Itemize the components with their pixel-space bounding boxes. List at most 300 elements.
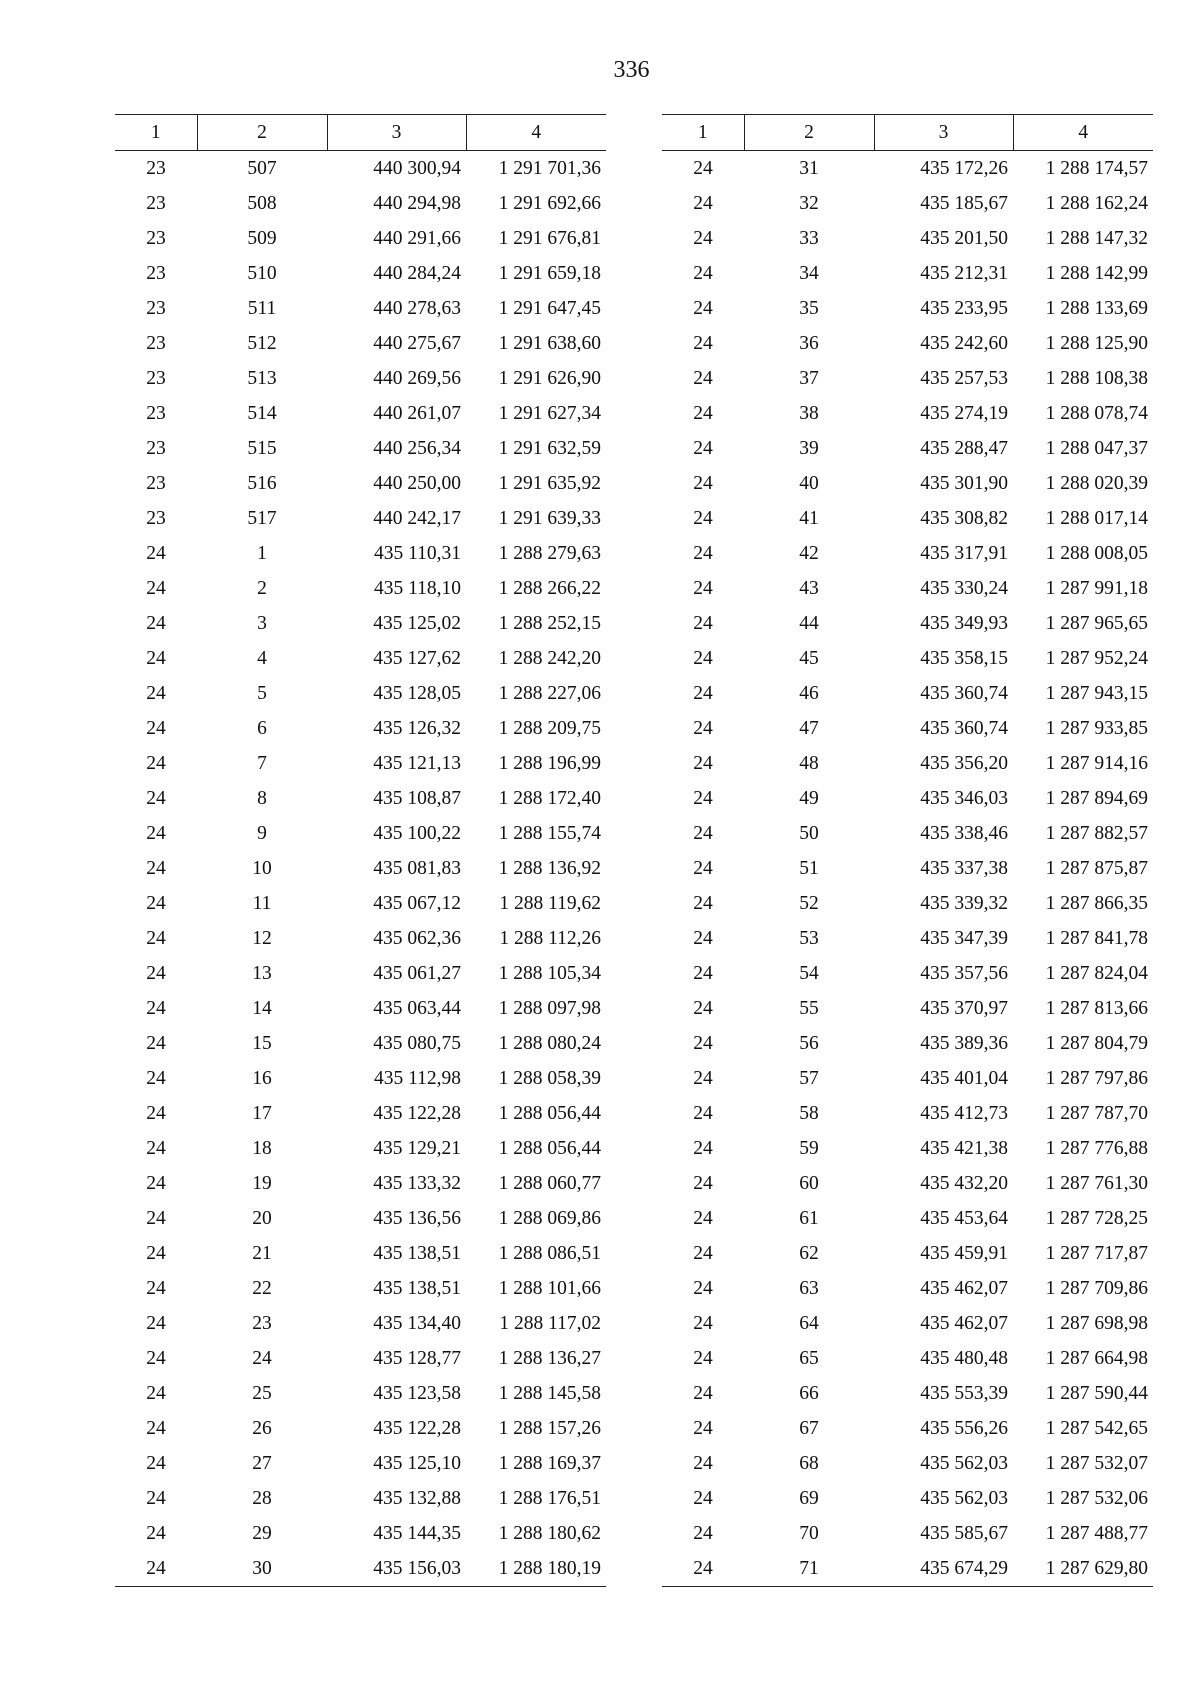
x-coordinate-cell: 440 300,94 (373, 158, 461, 179)
table-row (115, 1236, 606, 1271)
table-row (662, 466, 1153, 501)
plot-number-cell: 24 (146, 1418, 166, 1439)
table-row (115, 956, 606, 991)
plot-number-cell: 23 (146, 473, 166, 494)
plot-number-cell: 24 (146, 683, 166, 704)
table-row (115, 1446, 606, 1481)
y-coordinate-cell: 1 288 060,77 (498, 1173, 601, 1194)
table-header-row (662, 115, 1153, 151)
plot-number-cell: 23 (146, 508, 166, 529)
y-coordinate-cell: 1 288 155,74 (498, 823, 601, 844)
x-coordinate-cell: 440 284,24 (373, 263, 461, 284)
x-coordinate-cell: 435 081,83 (373, 858, 461, 879)
point-number-cell: 67 (799, 1418, 819, 1439)
table-row (115, 431, 606, 466)
x-coordinate-cell: 435 360,74 (920, 718, 1008, 739)
table-row (115, 991, 606, 1026)
point-number-cell: 34 (799, 263, 819, 284)
y-coordinate-cell: 1 291 626,90 (498, 368, 601, 389)
plot-number-cell: 24 (146, 928, 166, 949)
point-number-cell: 47 (799, 718, 819, 739)
plot-number-cell: 24 (146, 1068, 166, 1089)
plot-number-cell: 24 (146, 718, 166, 739)
table-header-row (115, 115, 606, 151)
x-coordinate-cell: 435 125,02 (373, 613, 461, 634)
table-row (662, 606, 1153, 641)
x-coordinate-cell: 435 108,87 (373, 788, 461, 809)
point-number-cell: 58 (799, 1103, 819, 1124)
point-number-cell: 511 (247, 298, 277, 319)
y-coordinate-cell: 1 288 056,44 (498, 1138, 601, 1159)
point-number-cell: 50 (799, 823, 819, 844)
plot-number-cell: 24 (146, 823, 166, 844)
point-number-cell: 33 (799, 228, 819, 249)
plot-number-cell: 24 (693, 1138, 713, 1159)
column-header: 1 (662, 115, 744, 151)
point-number-cell: 37 (799, 368, 819, 389)
plot-number-cell: 24 (693, 1488, 713, 1509)
point-number-cell: 508 (247, 193, 277, 214)
point-number-cell: 28 (252, 1488, 272, 1509)
y-coordinate-cell: 1 288 119,62 (499, 893, 601, 914)
point-number-cell: 38 (799, 403, 819, 424)
plot-number-cell: 24 (115, 1551, 197, 1587)
x-coordinate-cell: 435 063,44 (373, 998, 461, 1019)
x-coordinate-cell: 435 412,73 (920, 1103, 1008, 1124)
y-coordinate-cell: 1 288 172,40 (498, 788, 601, 809)
coordinates-table-left (115, 114, 606, 1587)
plot-number-cell: 24 (693, 1103, 713, 1124)
x-coordinate-cell: 435 453,64 (920, 1208, 1008, 1229)
table-row (115, 186, 606, 221)
y-coordinate-cell: 1 288 157,26 (498, 1418, 601, 1439)
plot-number-cell: 24 (146, 788, 166, 809)
x-coordinate-cell: 435 185,67 (920, 193, 1008, 214)
x-coordinate-cell: 435 674,29 (874, 1551, 1013, 1587)
point-number-cell: 49 (799, 788, 819, 809)
table-row (115, 781, 606, 816)
point-number-cell: 7 (257, 753, 267, 774)
plot-number-cell: 24 (693, 158, 713, 179)
x-coordinate-cell: 440 291,66 (373, 228, 461, 249)
x-coordinate-cell: 435 432,20 (920, 1173, 1008, 1194)
table-row (115, 676, 606, 711)
table-row (115, 1201, 606, 1236)
y-coordinate-cell: 1 287 776,88 (1045, 1138, 1148, 1159)
y-coordinate-cell: 1 291 627,34 (498, 403, 601, 424)
x-coordinate-cell: 435 357,56 (920, 963, 1008, 984)
y-coordinate-cell: 1 291 692,66 (498, 193, 601, 214)
y-coordinate-cell: 1 288 242,20 (498, 648, 601, 669)
plot-number-cell: 24 (146, 578, 166, 599)
plot-number-cell: 24 (693, 1173, 713, 1194)
table-row (115, 536, 606, 571)
point-number-cell: 54 (799, 963, 819, 984)
plot-number-cell: 24 (146, 543, 166, 564)
x-coordinate-cell: 440 242,17 (373, 508, 461, 529)
x-coordinate-cell: 435 330,24 (920, 578, 1008, 599)
plot-number-cell: 24 (662, 1551, 744, 1587)
table-row (115, 221, 606, 256)
plot-number-cell: 24 (693, 1033, 713, 1054)
x-coordinate-cell: 435 462,07 (920, 1313, 1008, 1334)
plot-number-cell: 24 (693, 438, 713, 459)
y-coordinate-cell: 1 287 761,30 (1045, 1173, 1148, 1194)
table-row (115, 571, 606, 606)
plot-number-cell: 23 (146, 158, 166, 179)
point-number-cell: 5 (257, 683, 267, 704)
point-number-cell: 26 (252, 1418, 272, 1439)
point-number-cell: 68 (799, 1453, 819, 1474)
plot-number-cell: 24 (693, 718, 713, 739)
point-number-cell: 21 (252, 1243, 272, 1264)
table-row (115, 886, 606, 921)
table-row (115, 1481, 606, 1516)
column-header: 4 (1013, 115, 1153, 151)
y-coordinate-cell: 1 288 176,51 (498, 1488, 601, 1509)
table-row (662, 991, 1153, 1026)
x-coordinate-cell: 435 459,91 (920, 1243, 1008, 1264)
x-coordinate-cell: 435 242,60 (920, 333, 1008, 354)
table-row (662, 1271, 1153, 1306)
x-coordinate-cell: 435 257,53 (920, 368, 1008, 389)
point-number-cell: 9 (257, 823, 267, 844)
point-number-cell: 36 (799, 333, 819, 354)
y-coordinate-cell: 1 288 136,92 (498, 858, 601, 879)
plot-number-cell: 24 (693, 333, 713, 354)
coordinates-table-right (662, 114, 1153, 1587)
y-coordinate-cell: 1 287 590,44 (1045, 1383, 1148, 1404)
point-number-cell: 517 (247, 508, 277, 529)
plot-number-cell: 23 (146, 333, 166, 354)
point-number-cell: 59 (799, 1138, 819, 1159)
point-number-cell: 17 (252, 1103, 272, 1124)
plot-number-cell: 24 (693, 963, 713, 984)
x-coordinate-cell: 435 338,46 (920, 823, 1008, 844)
x-coordinate-cell: 435 347,39 (920, 928, 1008, 949)
point-number-cell: 63 (799, 1278, 819, 1299)
table-row (115, 711, 606, 746)
plot-number-cell: 24 (693, 263, 713, 284)
plot-number-cell: 24 (693, 998, 713, 1019)
y-coordinate-cell: 1 288 105,34 (498, 963, 601, 984)
point-number-cell: 513 (247, 368, 277, 389)
point-number-cell: 2 (257, 578, 267, 599)
x-coordinate-cell: 435 129,21 (373, 1138, 461, 1159)
y-coordinate-cell: 1 287 797,86 (1045, 1068, 1148, 1089)
plot-number-cell: 24 (146, 648, 166, 669)
point-number-cell: 31 (799, 158, 819, 179)
y-coordinate-cell: 1 287 991,18 (1045, 578, 1148, 599)
x-coordinate-cell: 435 462,07 (920, 1278, 1008, 1299)
x-coordinate-cell: 435 121,13 (373, 753, 461, 774)
plot-number-cell: 24 (146, 963, 166, 984)
point-number-cell: 1 (257, 543, 267, 564)
y-coordinate-cell: 1 287 866,35 (1045, 893, 1148, 914)
plot-number-cell: 24 (693, 823, 713, 844)
x-coordinate-cell: 435 128,77 (373, 1348, 461, 1369)
plot-number-cell: 23 (146, 193, 166, 214)
table-row (662, 326, 1153, 361)
plot-number-cell: 24 (693, 1453, 713, 1474)
y-coordinate-cell: 1 288 117,02 (499, 1313, 601, 1334)
column-header: 4 (466, 115, 606, 151)
table-row (662, 921, 1153, 956)
x-coordinate-cell: 435 201,50 (920, 228, 1008, 249)
x-coordinate-cell: 435 138,51 (373, 1278, 461, 1299)
x-coordinate-cell: 435 100,22 (373, 823, 461, 844)
column-header: 2 (197, 115, 327, 151)
x-coordinate-cell: 435 389,36 (920, 1033, 1008, 1054)
y-coordinate-cell: 1 288 136,27 (498, 1348, 601, 1369)
y-coordinate-cell: 1 291 676,81 (498, 228, 601, 249)
table-row (115, 1166, 606, 1201)
x-coordinate-cell: 435 288,47 (920, 438, 1008, 459)
table-row (115, 291, 606, 326)
x-coordinate-cell: 435 358,15 (920, 648, 1008, 669)
table-row (115, 466, 606, 501)
point-number-cell: 23 (252, 1313, 272, 1334)
plot-number-cell: 24 (146, 1278, 166, 1299)
x-coordinate-cell: 435 401,04 (920, 1068, 1008, 1089)
point-number-cell: 53 (799, 928, 819, 949)
y-coordinate-cell: 1 287 841,78 (1045, 928, 1148, 949)
y-coordinate-cell: 1 287 629,80 (1013, 1551, 1153, 1587)
plot-number-cell: 24 (693, 613, 713, 634)
plot-number-cell: 24 (146, 1243, 166, 1264)
table-row (115, 501, 606, 536)
y-coordinate-cell: 1 287 824,04 (1045, 963, 1148, 984)
table-row (115, 1516, 606, 1551)
x-coordinate-cell: 435 562,03 (920, 1453, 1008, 1474)
point-number-cell: 66 (799, 1383, 819, 1404)
plot-number-cell: 24 (146, 1138, 166, 1159)
y-coordinate-cell: 1 288 252,15 (498, 613, 601, 634)
table-row (115, 361, 606, 396)
table-row (115, 1306, 606, 1341)
table-row (662, 536, 1153, 571)
y-coordinate-cell: 1 287 728,25 (1045, 1208, 1148, 1229)
y-coordinate-cell: 1 291 647,45 (498, 298, 601, 319)
point-number-cell: 52 (799, 893, 819, 914)
table-row (662, 886, 1153, 921)
plot-number-cell: 24 (693, 1383, 713, 1404)
column-header: 3 (874, 115, 1013, 151)
table-row (662, 956, 1153, 991)
x-coordinate-cell: 435 274,19 (920, 403, 1008, 424)
y-coordinate-cell: 1 291 659,18 (498, 263, 601, 284)
plot-number-cell: 24 (693, 893, 713, 914)
x-coordinate-cell: 435 080,75 (373, 1033, 461, 1054)
plot-number-cell: 24 (146, 753, 166, 774)
x-coordinate-cell: 435 156,03 (327, 1551, 466, 1587)
column-header: 2 (744, 115, 874, 151)
y-coordinate-cell: 1 288 147,32 (1045, 228, 1148, 249)
table-row (662, 571, 1153, 606)
table-row (662, 816, 1153, 851)
point-number-cell: 18 (252, 1138, 272, 1159)
y-coordinate-cell: 1 288 142,99 (1045, 263, 1148, 284)
y-coordinate-cell: 1 291 638,60 (498, 333, 601, 354)
x-coordinate-cell: 435 349,93 (920, 613, 1008, 634)
table-row (115, 851, 606, 886)
table-row (115, 641, 606, 676)
plot-number-cell: 24 (146, 1453, 166, 1474)
y-coordinate-cell: 1 287 717,87 (1045, 1243, 1148, 1264)
table-row (115, 151, 606, 187)
table-row (662, 1341, 1153, 1376)
x-coordinate-cell: 435 553,39 (920, 1383, 1008, 1404)
plot-number-cell: 24 (146, 1488, 166, 1509)
point-number-cell: 32 (799, 193, 819, 214)
point-number-cell: 55 (799, 998, 819, 1019)
y-coordinate-cell: 1 288 101,66 (498, 1278, 601, 1299)
point-number-cell: 515 (247, 438, 277, 459)
table-row (662, 431, 1153, 466)
point-number-cell: 13 (252, 963, 272, 984)
point-number-cell: 56 (799, 1033, 819, 1054)
table-row (662, 501, 1153, 536)
plot-number-cell: 24 (693, 1068, 713, 1089)
y-coordinate-cell: 1 288 047,37 (1045, 438, 1148, 459)
table-row (662, 711, 1153, 746)
point-number-cell: 509 (247, 228, 277, 249)
point-number-cell: 60 (799, 1173, 819, 1194)
y-coordinate-cell: 1 287 532,07 (1045, 1453, 1148, 1474)
y-coordinate-cell: 1 288 162,24 (1045, 193, 1148, 214)
point-number-cell: 62 (799, 1243, 819, 1264)
y-coordinate-cell: 1 288 227,06 (498, 683, 601, 704)
y-coordinate-cell: 1 288 196,99 (498, 753, 601, 774)
point-number-cell: 19 (252, 1173, 272, 1194)
x-coordinate-cell: 435 110,31 (373, 543, 461, 564)
plot-number-cell: 24 (693, 368, 713, 389)
x-coordinate-cell: 440 269,56 (373, 368, 461, 389)
x-coordinate-cell: 435 370,97 (920, 998, 1008, 1019)
x-coordinate-cell: 435 421,38 (920, 1138, 1008, 1159)
y-coordinate-cell: 1 288 169,37 (498, 1453, 601, 1474)
y-coordinate-cell: 1 287 787,70 (1045, 1103, 1148, 1124)
plot-number-cell: 24 (693, 1348, 713, 1369)
plot-number-cell: 24 (693, 193, 713, 214)
x-coordinate-cell: 435 144,35 (373, 1523, 461, 1544)
plot-number-cell: 24 (693, 578, 713, 599)
point-number-cell: 12 (252, 928, 272, 949)
x-coordinate-cell: 435 126,32 (373, 718, 461, 739)
plot-number-cell: 24 (693, 1313, 713, 1334)
point-number-cell: 15 (252, 1033, 272, 1054)
table-row (662, 1201, 1153, 1236)
y-coordinate-cell: 1 288 108,38 (1045, 368, 1148, 389)
table-row (115, 921, 606, 956)
point-number-cell: 8 (257, 788, 267, 809)
x-coordinate-cell: 435 317,91 (920, 543, 1008, 564)
y-coordinate-cell: 1 288 086,51 (498, 1243, 601, 1264)
table-row (662, 1446, 1153, 1481)
y-coordinate-cell: 1 288 209,75 (498, 718, 601, 739)
point-number-cell: 22 (252, 1278, 272, 1299)
point-number-cell: 35 (799, 298, 819, 319)
point-number-cell: 40 (799, 473, 819, 494)
point-number-cell: 39 (799, 438, 819, 459)
plot-number-cell: 24 (146, 1173, 166, 1194)
y-coordinate-cell: 1 287 952,24 (1045, 648, 1148, 669)
y-coordinate-cell: 1 288 056,44 (498, 1103, 601, 1124)
x-coordinate-cell: 440 294,98 (373, 193, 461, 214)
plot-number-cell: 24 (146, 858, 166, 879)
x-coordinate-cell: 435 128,05 (373, 683, 461, 704)
table-row (115, 1061, 606, 1096)
point-number-cell: 16 (252, 1068, 272, 1089)
plot-number-cell: 23 (146, 438, 166, 459)
y-coordinate-cell: 1 288 145,58 (498, 1383, 601, 1404)
point-number-cell: 65 (799, 1348, 819, 1369)
table-row (662, 1131, 1153, 1166)
y-coordinate-cell: 1 287 914,16 (1045, 753, 1148, 774)
y-coordinate-cell: 1 288 266,22 (498, 578, 601, 599)
x-coordinate-cell: 435 346,03 (920, 788, 1008, 809)
x-coordinate-cell: 435 556,26 (920, 1418, 1008, 1439)
table-row (662, 186, 1153, 221)
plot-number-cell: 24 (693, 928, 713, 949)
y-coordinate-cell: 1 287 933,85 (1045, 718, 1148, 739)
point-number-cell: 14 (252, 998, 272, 1019)
point-number-cell: 64 (799, 1313, 819, 1334)
plot-number-cell: 24 (693, 228, 713, 249)
plot-number-cell: 24 (693, 1523, 713, 1544)
plot-number-cell: 24 (693, 543, 713, 564)
point-number-cell: 57 (799, 1068, 819, 1089)
point-number-cell: 42 (799, 543, 819, 564)
point-number-cell: 10 (252, 858, 272, 879)
plot-number-cell: 24 (693, 753, 713, 774)
x-coordinate-cell: 435 337,38 (920, 858, 1008, 879)
table-row (115, 326, 606, 361)
y-coordinate-cell: 1 291 701,36 (498, 158, 601, 179)
table-row (662, 1551, 1153, 1587)
table-row (662, 151, 1153, 187)
plot-number-cell: 24 (693, 508, 713, 529)
table-row (115, 1411, 606, 1446)
point-number-cell: 71 (744, 1551, 874, 1587)
x-coordinate-cell: 435 356,20 (920, 753, 1008, 774)
table-row (662, 781, 1153, 816)
table-row (662, 851, 1153, 886)
y-coordinate-cell: 1 288 017,14 (1045, 508, 1148, 529)
y-coordinate-cell: 1 288 008,05 (1045, 543, 1148, 564)
plot-number-cell: 24 (693, 298, 713, 319)
x-coordinate-cell: 435 562,03 (920, 1488, 1008, 1509)
x-coordinate-cell: 435 480,48 (920, 1348, 1008, 1369)
point-number-cell: 69 (799, 1488, 819, 1509)
y-coordinate-cell: 1 287 943,15 (1045, 683, 1148, 704)
y-coordinate-cell: 1 287 532,06 (1045, 1488, 1148, 1509)
x-coordinate-cell: 435 122,28 (373, 1418, 461, 1439)
y-coordinate-cell: 1 288 125,90 (1045, 333, 1148, 354)
y-coordinate-cell: 1 287 965,65 (1045, 613, 1148, 634)
x-coordinate-cell: 435 172,26 (920, 158, 1008, 179)
x-coordinate-cell: 435 125,10 (373, 1453, 461, 1474)
point-number-cell: 20 (252, 1208, 272, 1229)
table-row (662, 1481, 1153, 1516)
point-number-cell: 4 (257, 648, 267, 669)
x-coordinate-cell: 435 062,36 (373, 928, 461, 949)
point-number-cell: 46 (799, 683, 819, 704)
x-coordinate-cell: 435 233,95 (920, 298, 1008, 319)
plot-number-cell: 24 (693, 403, 713, 424)
table-row (662, 676, 1153, 711)
plot-number-cell: 24 (693, 1418, 713, 1439)
